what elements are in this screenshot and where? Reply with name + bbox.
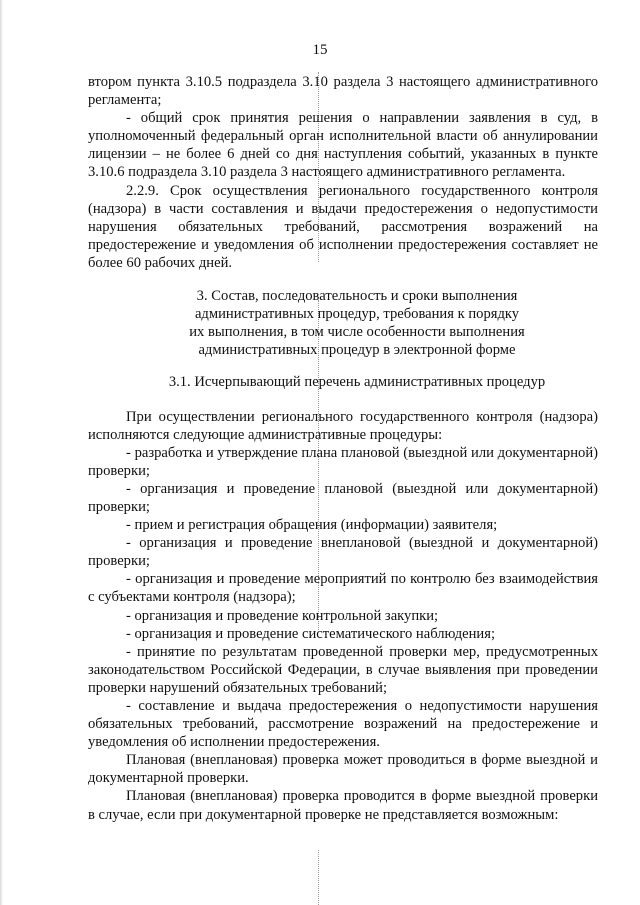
paragraph: Плановая (внеплановая) проверка может проводиться в форме выездной и документарной проверки. — [88, 752, 598, 787]
section-heading-line: 3. Состав, последовательность и сроки выполнения — [196, 288, 518, 305]
list-item: - прием и регистрация обращения (информации) заявителя; — [126, 517, 498, 534]
list-item: - организация и проведение контрольной закупки; — [126, 607, 439, 624]
list-item: - организация и проведение мероприятий по контролю без взаимодействия с субъектами контроля (надзора); — [88, 571, 598, 606]
list-item: - организация и проведение внеплановой (выездной и документарной) проверки; — [88, 535, 598, 570]
paragraph: - общий срок принятия решения о направлении заявления в суд, в уполномоченный федеральный орган исполнительной власти об аннулировании лицензии – не более 6 дней со дня наступления событий, указанных в пункте 3.10.6 подраздела 3.10 раздела 3 настоящего административного регламента. — [88, 110, 598, 181]
document-body — [88, 73, 598, 824]
section-heading-line: административных процедур, требования к порядку — [194, 306, 520, 323]
list-item: - составление и выдача предостережения о недопустимости нарушения обязательных требований, рассмотрение возражений на предостережение и уведомления об исполнении предостережения. — [88, 698, 598, 751]
list-item: - организация и проведение плановой (выездной или документарной) проверки; — [88, 480, 598, 515]
paragraph: 2.2.9. Срок осуществления регионального государственного контроля (надзора) в части составления и выдачи предостережения о недопустимости нарушения обязательных требований, рассмотрения возражений на предостережение и уведомления об исполнении предостережения составляет не более 60 рабочих дней. — [88, 182, 598, 271]
list-item: - разработка и утверждение плана плановой (выездной или документарной) проверки; — [88, 444, 598, 479]
section-heading-line: административных процедур в электронной форме — [198, 342, 516, 359]
paragraph: При осуществлении регионального государственного контроля (надзора) исполняются следующие административные процедуры: — [88, 408, 598, 443]
subsection-heading: 3.1. Исчерпывающий перечень административных процедур — [168, 374, 546, 391]
fold-line-lower — [318, 850, 319, 905]
page-number: 15 — [312, 42, 328, 58]
scan-edge — [0, 0, 3, 905]
paragraph: Плановая (внеплановая) проверка проводится в форме выездной проверки в случае, если при документарной проверке не представляется возможным: — [88, 788, 598, 823]
list-item: - организация и проведение систематического наблюдения; — [126, 625, 496, 642]
section-heading — [88, 287, 598, 359]
section-heading-line: их выполнения, в том числе особенности выполнения — [189, 324, 525, 341]
paragraph: втором пункта 3.10.5 подраздела 3.10 раздела 3 настоящего административного регламента; — [88, 74, 598, 109]
list-item: - принятие по результатам проведенной проверки мер, предусмотренных законодательством Российской Федерации, в случае выявления при проведении проверки нарушений обязательных требований; — [88, 643, 598, 696]
